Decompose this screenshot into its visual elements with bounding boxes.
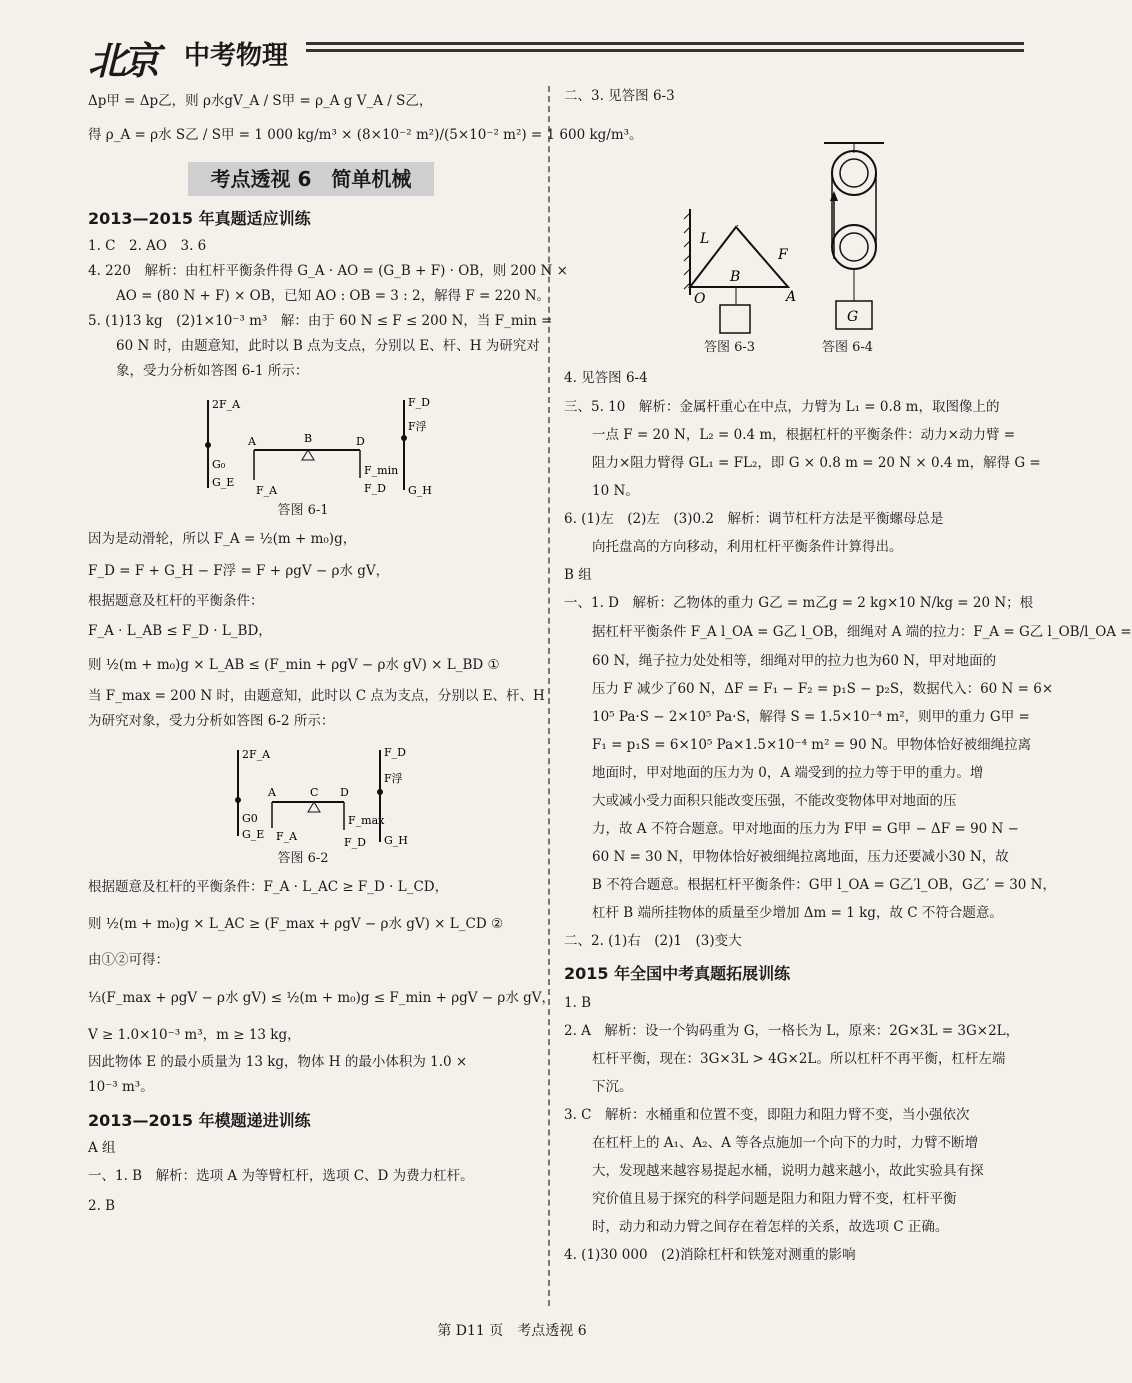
- text-line: Δp甲 = Δp乙，则 ρ水gV_A / S甲 = ρ_A g V_A / S乙，: [88, 93, 433, 109]
- label: 2F_A: [242, 748, 271, 761]
- label: F_D: [408, 396, 430, 409]
- text-line: 大，发现越来越容易提起水桶，说明力越来越小，故此实验具有探: [592, 1163, 984, 1179]
- label: G: [847, 309, 859, 325]
- label: G_H: [384, 834, 408, 847]
- label: G0: [242, 812, 258, 825]
- text-line: 一、1. B 解析：选项 A 为等臂杠杆，选项 C、D 为费力杠杆。: [88, 1168, 474, 1184]
- text-line: 二、2. (1)右 (2)1 (3)变大: [564, 933, 742, 949]
- figure-6-2-diagram: [88, 740, 538, 848]
- label: G_E: [242, 828, 265, 841]
- page-header: [88, 30, 1024, 83]
- text-line: 大或减小受力面积只能改变压强，不能改变物体甲对地面的压: [592, 793, 957, 809]
- label: A: [268, 786, 276, 799]
- figure-6-2: [88, 740, 538, 848]
- figure-caption: 答图 6-1: [277, 503, 329, 518]
- label: F_A: [256, 484, 278, 497]
- text-line: 60 N 时，由题意知，此时以 B 点为支点，分别以 E、杆、H 为研究对: [116, 338, 540, 354]
- figures-6-3-6-4-diagram: [564, 109, 1000, 337]
- label: B: [730, 269, 741, 285]
- logo: 北京: [88, 38, 157, 83]
- text-line: 时，动力和动力臂之间存在着怎样的关系，故选项 C 正确。: [592, 1219, 949, 1235]
- text-line: 则 ½(m + m₀)g × L_AB ≤ (F_min + ρgV − ρ水 gV) × L_BD ①: [88, 657, 500, 673]
- text-line: 因此物体 E 的最小质量为 13 kg，物体 H 的最小体积为 1.0 ×: [88, 1054, 468, 1070]
- text-line: 象，受力分析如答图 6-1 所示：: [116, 363, 309, 379]
- label: F_min: [364, 464, 399, 477]
- text-line: F_D = F + G_H − F浮 = F + ρgV − ρ水 gV，: [88, 563, 390, 579]
- label: 2F_A: [212, 398, 241, 411]
- label: D: [356, 435, 365, 448]
- text-line: 阻力×阻力臂得 GL₁ = FL₂，即 G × 0.8 m = 20 N × 0.4 m，解得 G =: [592, 455, 1041, 471]
- label: F浮: [408, 420, 427, 433]
- text-line: 当 F_max = 200 N 时，由题意知，此时以 C 点为支点，分别以 E、杆、H: [88, 688, 545, 704]
- label: A: [786, 289, 797, 305]
- figure-caption: 答图 6-3: [704, 340, 756, 355]
- text-line: 10⁻³ m³。: [88, 1079, 154, 1095]
- label: F_D: [364, 482, 386, 495]
- text-line: 10⁵ Pa·S − 2×10⁵ Pa·S，解得 S = 1.5×10⁻⁴ m²，则甲的重力 G甲 =: [592, 709, 1030, 725]
- text-line: 5. (1)13 kg (2)1×10⁻³ m³ 解：由于 60 N ≤ F ≤ 200 N，当 F_min =: [88, 313, 553, 329]
- text-line: 力，故 A 不符合题意。甲对地面的压力为 F甲 = G甲 − ΔF = 90 N −: [592, 821, 1019, 837]
- figure-caption: 答图 6-2: [277, 851, 329, 866]
- text-line: 地面时，甲对地面的压力为 0，A 端受到的拉力等于甲的重力。增: [592, 765, 984, 781]
- text-line: 下沉。: [592, 1079, 633, 1095]
- heading: 2013—2015 年模题递进训练: [88, 1111, 311, 1130]
- text-line: 根据题意及杠杆的平衡条件：F_A · L_AC ≥ F_D · L_CD，: [88, 879, 449, 895]
- text-line: 一点 F = 20 N，L₂ = 0.4 m，根据杠杆的平衡条件：动力×动力臂 =: [592, 427, 1016, 443]
- book-title: 中考物理: [184, 41, 289, 71]
- text-line: 6. (1)左 (2)左 (3)0.2 解析：调节杠杆方法是平衡螺母总是: [564, 511, 944, 527]
- label: F: [778, 247, 788, 263]
- text-line: 根据题意及杠杆的平衡条件：: [88, 593, 264, 609]
- text-line: 得 ρ_A = ρ水 S乙 / S甲 = 1 000 kg/m³ × (8×10⁻² m²)/(5×10⁻² m²) = 1 600 kg/m³。: [88, 127, 643, 143]
- text-line: 1. C 2. AO 3. 6: [88, 238, 207, 254]
- text-line: 压力 F 减少了60 N，ΔF = F₁ − F₂ = p₁S − p₂S，数据代入：60 N = 6×: [592, 681, 1054, 697]
- label: L: [700, 231, 710, 247]
- text-line: 60 N = 30 N，甲物体恰好被细绳拉离地面，压力还要减小30 N，故: [592, 849, 1009, 865]
- text-line: 4. (1)30 000 (2)消除杠杆和铁笼对测重的影响: [564, 1247, 856, 1263]
- label: F浮: [384, 772, 403, 785]
- text-line: 为研究对象，受力分析如答图 6-2 所示：: [88, 713, 335, 729]
- page-footer: 第 D11 页 考点透视 6: [437, 1323, 587, 1339]
- text-line: 杠杆平衡，现在：3G×3L > 4G×2L。所以杠杆不再平衡，杠杆左端: [592, 1051, 1006, 1067]
- text-line: 1. B: [564, 995, 592, 1011]
- text-line: 60 N，绳子拉力处处相等，细绳对甲的拉力也为60 N，甲对地面的: [592, 653, 997, 669]
- text-line: 2. A 解析：设一个钩码重为 G，一格长为 L，原来：2G×3L = 3G×2L，: [564, 1023, 1020, 1039]
- label: C: [310, 786, 319, 799]
- text-line: 三、5. 10 解析：金属杆重心在中点，力臂为 L₁ = 0.8 m，取图像上的: [564, 399, 1000, 415]
- text-line: 10 N。: [592, 483, 639, 499]
- text-line: F_A · L_AB ≤ F_D · L_BD，: [88, 623, 272, 639]
- text-line: ⅓(F_max + ρgV − ρ水 gV) ≤ ½(m + m₀)g ≤ F_min + ρgV − ρ水 gV，: [88, 990, 556, 1006]
- figure-caption: 答图 6-4: [822, 340, 874, 355]
- text-line: V ≥ 1.0×10⁻³ m³，m ≥ 13 kg，: [88, 1027, 301, 1043]
- heading: 2013—2015 年真题适应训练: [88, 209, 311, 228]
- right-column: [564, 84, 1132, 1269]
- text-line: AO = (80 N + F) × OB，已知 AO : OB = 3 : 2，解得 F = 220 N。: [116, 288, 551, 304]
- label: F_D: [344, 836, 366, 849]
- label: F_A: [276, 830, 298, 843]
- text-line: 则 ½(m + m₀)g × L_AC ≥ (F_max + ρgV − ρ水 gV) × L_CD ②: [88, 916, 504, 932]
- label: G₀: [212, 458, 226, 471]
- text-line: 由①②可得：: [88, 952, 169, 968]
- text-line: 二、3. 见答图 6-3: [564, 88, 675, 104]
- text-line: A 组: [88, 1140, 116, 1156]
- text-line: 向托盘高的方向移动，利用杠杆平衡条件计算得出。: [592, 539, 903, 555]
- figure-6-1-diagram: [88, 390, 538, 500]
- text-line: 在杠杆上的 A₁、A₂、A 等各点施加一个向下的力时，力臂不断增: [592, 1135, 979, 1151]
- text-line: 一、1. D 解析：乙物体的重力 G乙 = m乙g = 2 kg×10 N/kg = 20 N；根: [564, 595, 1034, 611]
- figures-6-3-6-4: [564, 109, 1000, 337]
- label: G_H: [408, 484, 432, 497]
- label: F_max: [348, 814, 385, 827]
- header-rules: [306, 42, 1024, 56]
- label: D: [340, 786, 349, 799]
- text-line: 因为是动滑轮，所以 F_A = ½(m + m₀)g，: [88, 531, 357, 547]
- text-line: B 组: [564, 567, 592, 583]
- section-title: 考点透视 6 简单机械: [188, 162, 434, 196]
- text-line: F₁ = p₁S = 6×10⁵ Pa×1.5×10⁻⁴ m² = 90 N。甲物体恰好被细绳拉离: [592, 737, 1032, 753]
- text-line: 2. B: [88, 1198, 116, 1214]
- heading: 2015 年全国中考真题拓展训练: [564, 964, 791, 983]
- text-line: 究价值且易于探究的科学问题是阻力和阻力臂不变，杠杆平衡: [592, 1191, 957, 1207]
- label: A: [248, 435, 256, 448]
- figure-6-1: [88, 390, 538, 500]
- text-line: 4. 见答图 6-4: [564, 370, 648, 386]
- label: F_D: [384, 746, 406, 759]
- text-line: 3. C 解析：水桶重和位置不变，即阻力和阻力臂不变，当小强依次: [564, 1107, 970, 1123]
- text-line: 据杠杆平衡条件 F_A l_OA = G乙 l_OB，细绳对 A 端的拉力：F_A = G乙 l_OB/l_OA =: [592, 624, 1132, 640]
- text-line: 杠杆 B 端所挂物体的质量至少增加 Δm = 1 kg，故 C 不符合题意。: [592, 905, 1003, 921]
- text-line: 4. 220 解析：由杠杆平衡条件得 G_A · AO = (G_B + F) · OB，则 200 N ×: [88, 263, 568, 279]
- label: B: [304, 432, 313, 445]
- figure-captions: [564, 337, 1000, 363]
- text-line: B 不符合题意。根据杠杆平衡条件：G甲 l_OA = G乙′l_OB，G乙′ = 30 N，: [592, 877, 1056, 893]
- label: G_E: [212, 476, 235, 489]
- label: O: [694, 291, 706, 307]
